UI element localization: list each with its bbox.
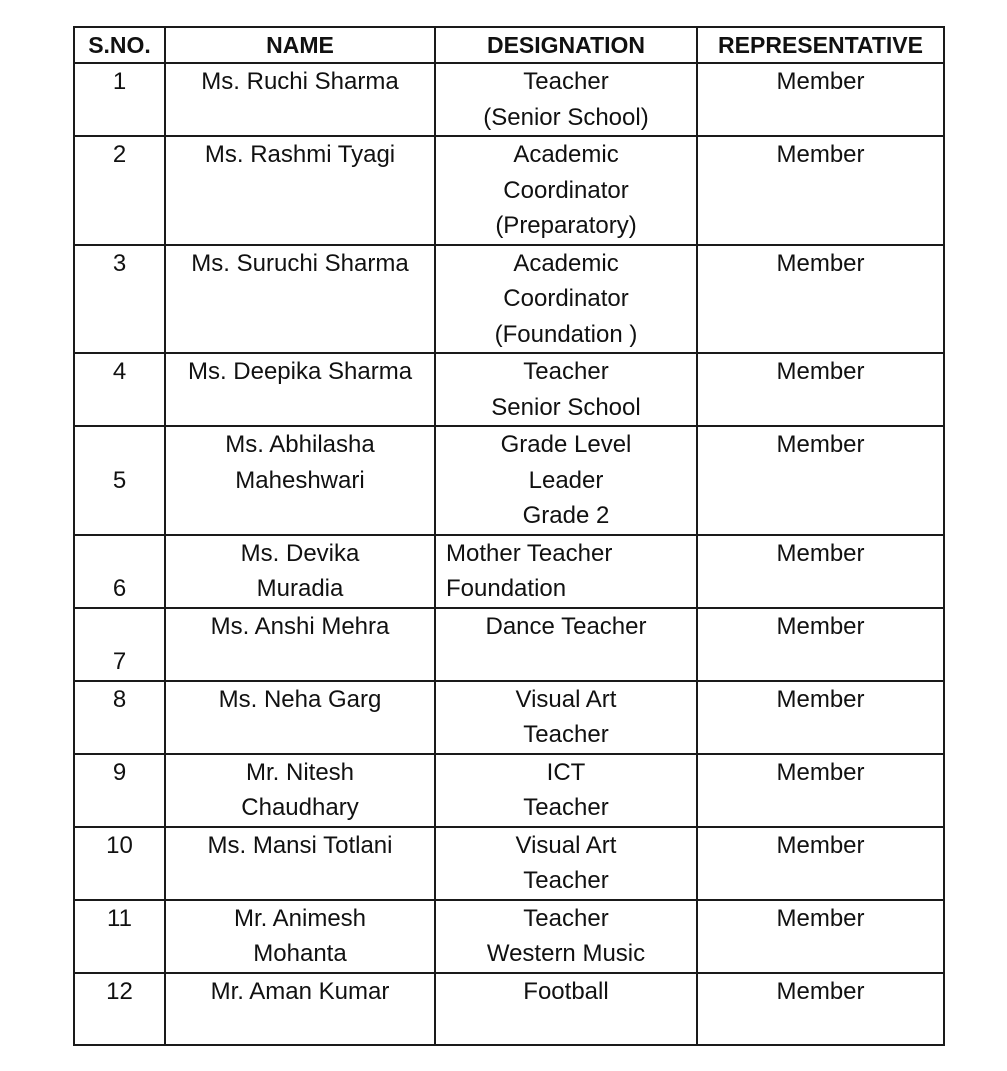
designation-cell xyxy=(435,353,697,426)
members-table xyxy=(73,26,945,1046)
designation-line: Grade Level xyxy=(500,431,632,458)
designation-line: Leader xyxy=(528,466,604,494)
name-cell xyxy=(165,681,435,754)
designation-line: (Senior School) xyxy=(483,103,649,131)
sno-cell: 7 xyxy=(74,608,165,681)
table-row xyxy=(74,754,944,827)
table-row xyxy=(74,900,944,973)
designation-line: Teacher xyxy=(523,904,609,932)
name-line: Ms. Abhilasha xyxy=(225,431,375,458)
name-line: Ms. Ruchi Sharma xyxy=(201,68,399,95)
designation-cell xyxy=(435,608,697,681)
name-line: Mr. Aman Kumar xyxy=(210,977,390,1005)
table-row xyxy=(74,426,944,535)
name-line: Ms. Deepika Sharma xyxy=(187,358,413,385)
sno-cell: 10 xyxy=(74,827,165,900)
sno-cell: 12 xyxy=(74,973,165,1045)
representative-cell: Member xyxy=(697,900,944,973)
designation-cell xyxy=(435,973,697,1045)
designation-line: Foundation xyxy=(446,575,567,602)
header-sno: S.NO. xyxy=(74,27,165,63)
name-line: Mr. Nitesh xyxy=(245,758,355,786)
sno-cell: 2 xyxy=(74,136,165,245)
representative-cell: Member xyxy=(697,426,944,535)
name-line: Muradia xyxy=(256,575,344,602)
representative-cell: Member xyxy=(697,245,944,354)
name-cell xyxy=(165,245,435,354)
designation-line: (Foundation ) xyxy=(494,320,638,348)
table-row xyxy=(74,245,944,354)
name-cell xyxy=(165,973,435,1045)
header-name: NAME xyxy=(165,27,435,63)
name-line: Mohanta xyxy=(253,940,347,967)
sno-cell: 5 xyxy=(74,426,165,535)
designation-cell xyxy=(435,754,697,827)
table-row xyxy=(74,63,944,136)
name-cell xyxy=(165,608,435,681)
name-line: Maheshwari xyxy=(235,466,365,494)
representative-cell: Member xyxy=(697,535,944,608)
designation-line: Dance Teacher xyxy=(485,612,647,640)
designation-cell xyxy=(435,827,697,900)
name-cell xyxy=(165,426,435,535)
representative-cell: Member xyxy=(697,754,944,827)
designation-line: (Preparatory) xyxy=(495,212,637,239)
name-line: Ms. Mansi Totlani xyxy=(207,831,393,859)
designation-line: Teacher xyxy=(523,867,609,894)
representative-cell: Member xyxy=(697,827,944,900)
name-cell xyxy=(165,136,435,245)
header-designation: DESIGNATION xyxy=(435,27,697,63)
designation-line: Academic xyxy=(513,141,619,168)
designation-line: Senior School xyxy=(491,393,641,421)
designation-line: Visual Art xyxy=(515,831,617,859)
table-row xyxy=(74,973,944,1045)
sno-cell: 3 xyxy=(74,245,165,354)
designation-line: Teacher xyxy=(523,794,609,821)
designation-cell xyxy=(435,245,697,354)
name-cell xyxy=(165,827,435,900)
sno-cell: 4 xyxy=(74,353,165,426)
designation-line: Coordinator xyxy=(503,176,629,204)
designation-line: ICT xyxy=(546,758,586,786)
sno-cell: 6 xyxy=(74,535,165,608)
representative-cell: Member xyxy=(697,608,944,681)
designation-line: Grade 2 xyxy=(522,502,610,529)
designation-line: Teacher xyxy=(523,68,609,95)
name-line: Ms. Devika xyxy=(240,539,360,567)
table-row xyxy=(74,827,944,900)
name-line: Ms. Neha Garg xyxy=(218,685,382,713)
designation-line: Academic xyxy=(513,249,619,277)
name-line: Ms. Suruchi Sharma xyxy=(191,249,409,277)
designation-cell xyxy=(435,535,697,608)
table-row xyxy=(74,136,944,245)
name-cell xyxy=(165,900,435,973)
representative-cell: Member xyxy=(697,136,944,245)
designation-line: Teacher xyxy=(523,358,609,385)
table-row xyxy=(74,353,944,426)
name-cell xyxy=(165,754,435,827)
sno-cell: 11 xyxy=(74,900,165,973)
table-row xyxy=(74,608,944,681)
designation-line: Coordinator xyxy=(503,285,629,312)
name-line: Chaudhary xyxy=(241,794,359,821)
header-representative: REPRESENTATIVE xyxy=(697,27,944,63)
representative-cell: Member xyxy=(697,973,944,1045)
designation-line: Visual Art xyxy=(515,685,617,713)
representative-cell: Member xyxy=(697,681,944,754)
designation-cell xyxy=(435,426,697,535)
name-cell xyxy=(165,63,435,136)
name-cell xyxy=(165,353,435,426)
name-line: Ms. Rashmi Tyagi xyxy=(204,141,396,168)
designation-cell xyxy=(435,136,697,245)
representative-cell: Member xyxy=(697,353,944,426)
designation-cell xyxy=(435,63,697,136)
sno-cell: 9 xyxy=(74,754,165,827)
designation-cell xyxy=(435,681,697,754)
designation-line: Teacher xyxy=(523,721,609,748)
sno-cell: 1 xyxy=(74,63,165,136)
table-row xyxy=(74,535,944,608)
designation-cell xyxy=(435,900,697,973)
sno-cell: 8 xyxy=(74,681,165,754)
table-header-row xyxy=(74,27,944,63)
designation-line: Football xyxy=(523,977,609,1005)
name-line: Ms. Anshi Mehra xyxy=(210,612,390,640)
designation-line: Western Music xyxy=(486,940,646,967)
representative-cell: Member xyxy=(697,63,944,136)
designation-line: Mother Teacher xyxy=(446,539,613,567)
name-line: Mr. Animesh xyxy=(233,904,367,932)
table-row xyxy=(74,681,944,754)
name-cell xyxy=(165,535,435,608)
